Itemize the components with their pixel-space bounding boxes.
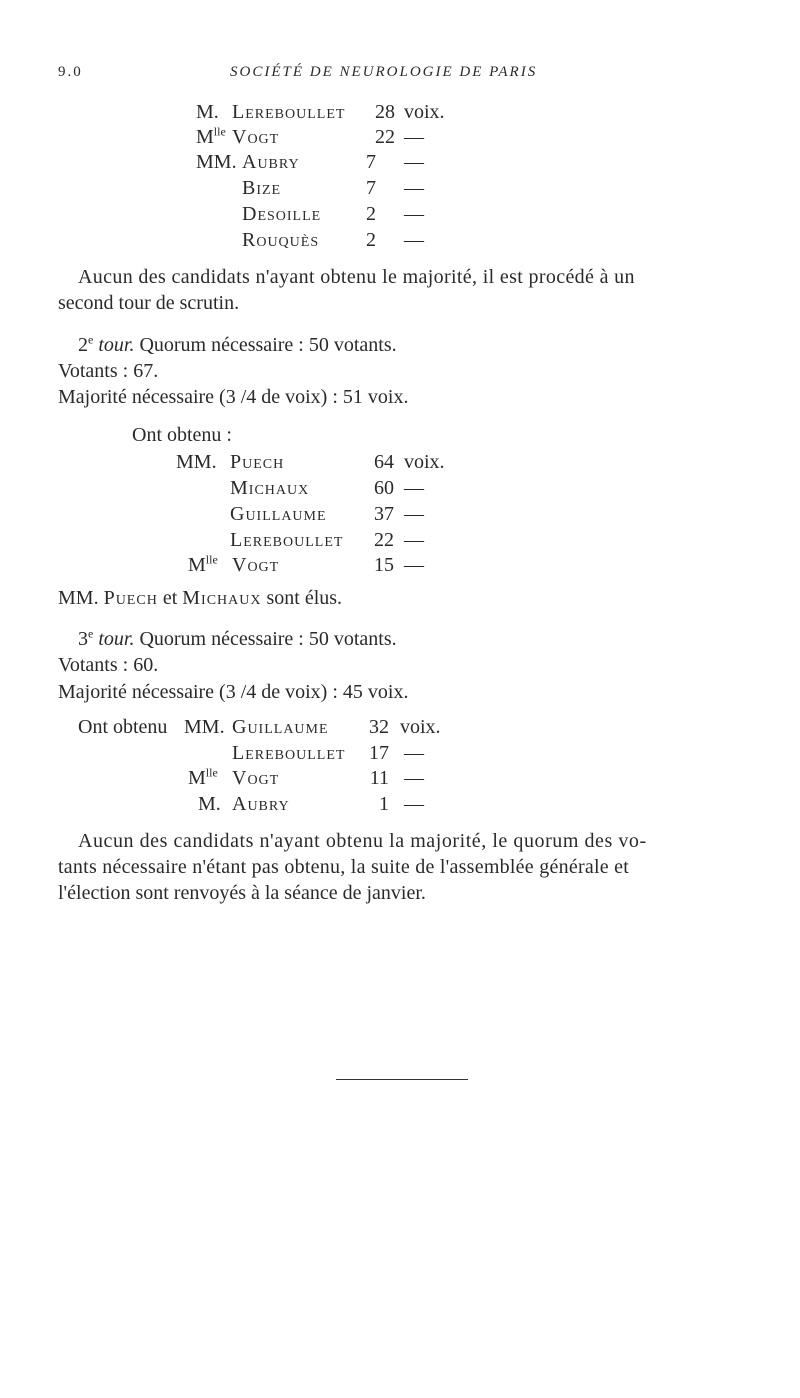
- ont-obtenu: Ont obtenu :: [132, 424, 232, 446]
- votants-line: Votants : 67.: [58, 360, 159, 382]
- elus-line: MM. Puech et Michaux sont élus.: [58, 587, 343, 609]
- vote-unit: —: [404, 529, 424, 551]
- vote-prefix: MM.: [184, 716, 225, 738]
- vote-count: 60: [374, 477, 394, 499]
- vote-prefix: MM.: [196, 151, 237, 173]
- vote-unit: —: [404, 177, 424, 199]
- candidate-name: Bize: [242, 177, 282, 199]
- tour-heading: 3e tour. Quorum nécessaire : 50 votants.: [78, 626, 397, 650]
- paragraph-line: Aucun des candidats n'ayant obtenu le majorité, il est procédé à un: [78, 266, 635, 288]
- majorite-line: Majorité nécessaire (3 /4 de voix) : 51 voix.: [58, 386, 409, 408]
- vote-prefix: $M^{lle}$: [188, 765, 218, 789]
- vote-prefix: MM.: [176, 451, 217, 473]
- candidate-name: Vogt: [232, 126, 280, 148]
- ont-obtenu: Ont obtenu: [78, 716, 168, 738]
- votants-line: Votants : 60.: [58, 654, 159, 676]
- candidate-name: Lereboullet: [232, 742, 346, 764]
- running-title: SOCIÉTÉ DE NEUROLOGIE DE PARIS: [230, 64, 538, 80]
- vote-unit: —: [404, 477, 424, 499]
- candidate-name: Desoille: [242, 203, 322, 225]
- candidate-name: Rouquès: [242, 229, 320, 251]
- paragraph-line: tants nécessaire n'étant pas obtenu, la suite de l'assemblée générale et: [58, 856, 630, 878]
- vote-count: 17: [369, 742, 389, 764]
- vote-prefix: M.: [198, 793, 221, 815]
- vote-unit: voix.: [404, 101, 445, 123]
- vote-unit: —: [404, 554, 424, 576]
- vote-count: 64: [374, 451, 394, 473]
- vote-unit: —: [404, 151, 424, 173]
- vote-count: 7: [366, 151, 376, 173]
- candidate-name: Aubry: [242, 151, 300, 173]
- vote-unit: —: [404, 126, 424, 148]
- vote-count: 15: [374, 554, 394, 576]
- vote-unit: —: [404, 229, 424, 251]
- vote-unit: —: [404, 203, 424, 225]
- tour-heading: 2e tour. Quorum nécessaire : 50 votants.: [78, 332, 397, 356]
- vote-prefix: $M^{lle}$: [196, 124, 226, 148]
- candidate-name: Vogt: [232, 554, 280, 576]
- vote-count: 32: [369, 716, 389, 738]
- vote-count: 22: [374, 529, 394, 551]
- vote-count: 2: [366, 203, 376, 225]
- candidate-name: Guillaume: [232, 716, 329, 738]
- vote-count: 22: [375, 126, 395, 148]
- vote-count: 1: [379, 793, 389, 815]
- vote-count: 11: [369, 767, 389, 789]
- section-divider: [336, 1079, 468, 1080]
- vote-count: 7: [366, 177, 376, 199]
- candidate-name: Guillaume: [230, 503, 327, 525]
- candidate-name: Lereboullet: [232, 101, 346, 123]
- paragraph-line: Aucun des candidats n'ayant obtenu la majorité, le quorum des vo-: [78, 830, 647, 852]
- vote-unit: voix.: [400, 716, 441, 738]
- candidate-name: Puech: [230, 451, 285, 473]
- page-number: 9.0: [58, 64, 83, 80]
- vote-unit: voix.: [404, 451, 445, 473]
- vote-unit: —: [404, 742, 424, 764]
- candidate-name: Vogt: [232, 767, 280, 789]
- candidate-name: Lereboullet: [230, 529, 344, 551]
- vote-count: 28: [375, 101, 395, 123]
- candidate-name: Michaux: [230, 477, 310, 499]
- vote-prefix: M.: [196, 101, 219, 123]
- vote-count: 2: [366, 229, 376, 251]
- paragraph-line: l'élection sont renvoyés à la séance de janvier.: [58, 882, 426, 904]
- vote-unit: —: [404, 793, 424, 815]
- candidate-name: Aubry: [232, 793, 290, 815]
- vote-prefix: $M^{lle}$: [188, 552, 218, 576]
- paragraph-line: second tour de scrutin.: [58, 292, 240, 314]
- vote-count: 37: [374, 503, 394, 525]
- vote-unit: —: [404, 503, 424, 525]
- vote-unit: —: [404, 767, 424, 789]
- majorite-line: Majorité nécessaire (3 /4 de voix) : 45 voix.: [58, 681, 409, 703]
